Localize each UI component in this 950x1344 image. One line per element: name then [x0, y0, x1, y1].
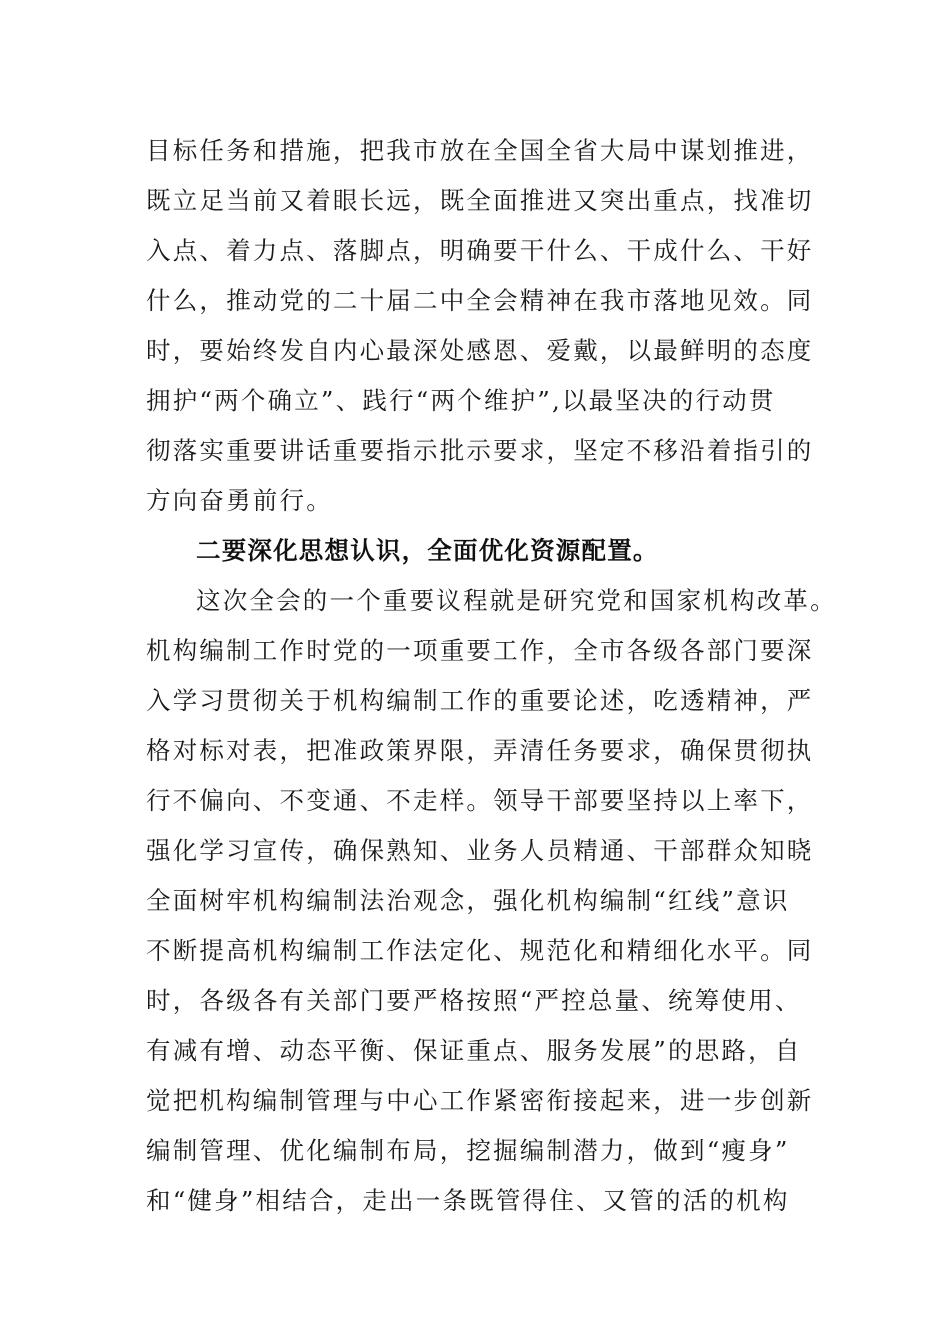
- body-text-line: 拥护“两个确立”、践行“两个维护”,以最坚决的行动贯: [146, 386, 776, 415]
- body-text-line: 觉把机构编制管理与中心工作紧密衔接起来，进一步创新: [146, 1086, 814, 1115]
- body-text-line: 行不偏向、不变通、不走样。领导干部要坚持以上率下，: [146, 786, 814, 815]
- body-text-line: 时，要始终发自内心最深处感恩、爱戴，以最鲜明的态度: [146, 336, 814, 365]
- body-text-line: 方向奋勇前行。: [146, 486, 333, 515]
- body-text-line: 编制管理、优化编制布局，挖掘编制潜力，做到“瘦身”: [146, 1136, 790, 1165]
- body-text-line: 和“健身”相结合，走出一条既管得住、又管的活的机构: [146, 1186, 790, 1215]
- body-text-line: 强化学习宣传，确保熟知、业务人员精通、干部群众知晓: [146, 836, 814, 865]
- body-text-line: 什么，推动党的二十届二中全会精神在我市落地见效。同: [146, 286, 814, 315]
- body-text-line: 时，各级各有关部门要严格按照“严控总量、统筹使用、: [146, 986, 802, 1015]
- body-text-line: 这次全会的一个重要议程就是研究党和国家机构改革。: [196, 586, 837, 615]
- body-text-line: 机构编制工作时党的一项重要工作，全市各级各部门要深: [146, 636, 814, 665]
- body-text-line: 入点、着力点、落脚点，明确要干什么、干成什么、干好: [146, 236, 814, 265]
- body-text-line: 不断提高机构编制工作法定化、规范化和精细化水平。同: [146, 936, 814, 965]
- body-text-line: 全面树牢机构编制法治观念，强化机构编制“红线”意识: [146, 886, 790, 915]
- body-text-line: 彻落实重要讲话重要指示批示要求，坚定不移沿着指引的: [146, 436, 814, 465]
- section-heading: 二要深化思想认识，全面优化资源配置。: [196, 536, 659, 565]
- body-text-line: 既立足当前又着眼长远，既全面推进又突出重点，找准切: [146, 186, 814, 215]
- body-text-line: 目标任务和措施，把我市放在全国全省大局中谋划推进，: [146, 136, 814, 165]
- body-text-line: 格对标对表，把准政策界限，弄清任务要求，确保贯彻执: [146, 736, 814, 765]
- body-text-line: 入学习贯彻关于机构编制工作的重要论述，吃透精神，严: [146, 686, 814, 715]
- body-text-line: 有减有增、动态平衡、保证重点、服务发展”的思路，自: [146, 1036, 802, 1065]
